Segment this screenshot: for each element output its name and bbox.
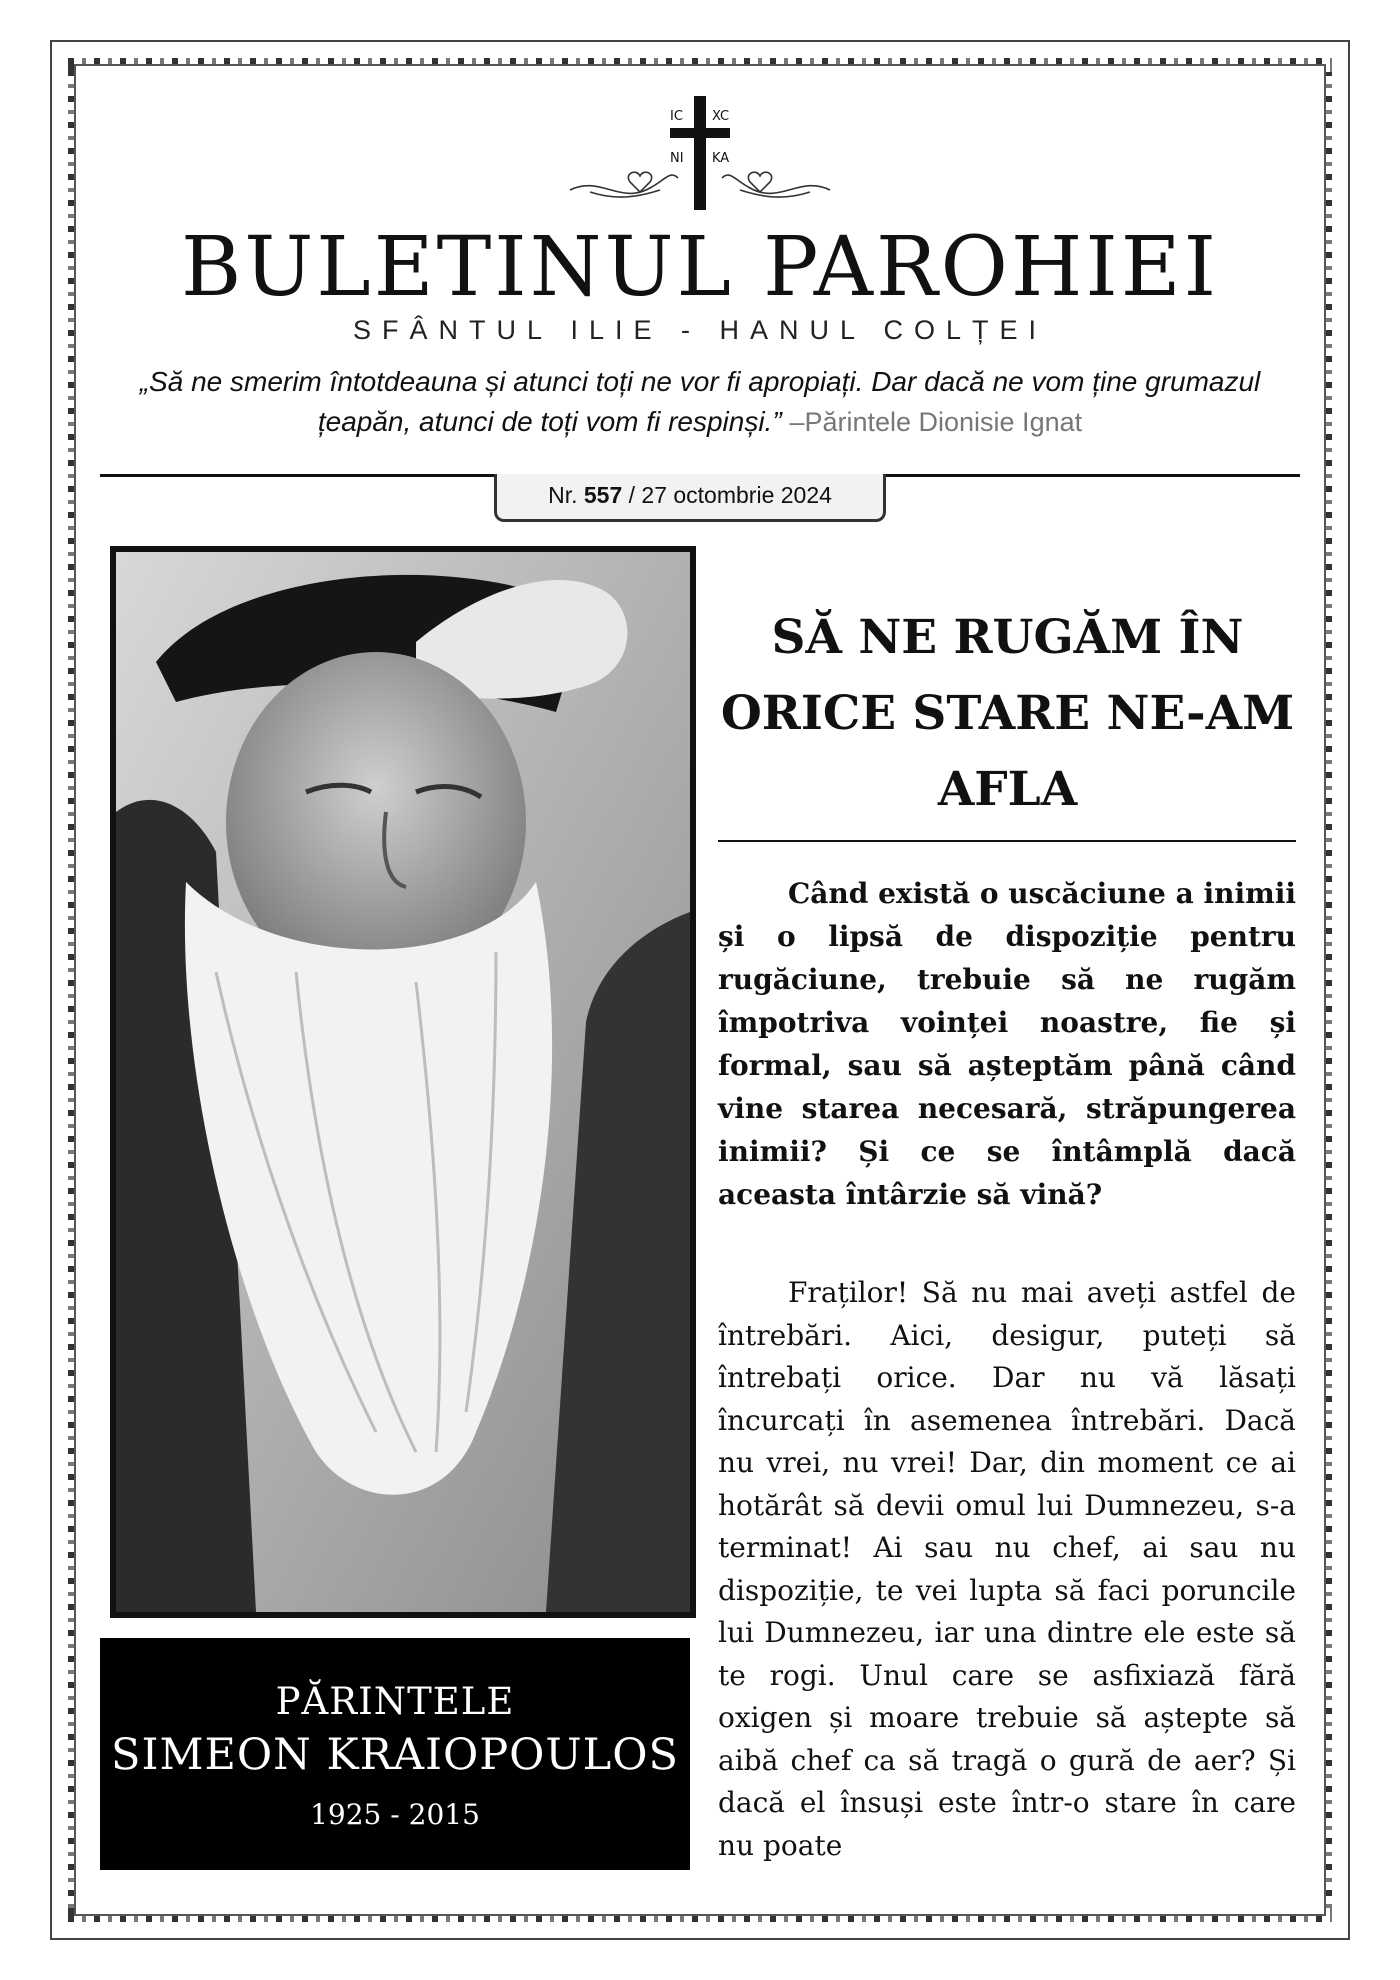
emblem-xc: XC <box>712 109 730 124</box>
article-title-divider <box>718 840 1296 842</box>
parish-subtitle: SFÂNTUL ILIE - HANUL COLȚEI <box>352 315 1048 345</box>
emblem-ka: KA <box>712 151 730 166</box>
caption-line1: PĂRINTELE <box>275 1680 515 1723</box>
quote-author: –Părintele Dionisie Ignat <box>789 407 1083 437</box>
cross-emblem-icon <box>560 90 840 220</box>
issue-badge <box>494 474 886 522</box>
quote-text: „Să ne smerim întotdeauna și atunci toți ne vor fi apropiați. Dar dacă ne vom ține grumazul țeapăn, atunci de toți vom fi respinși.” <box>139 366 1261 437</box>
header-quote <box>130 362 1270 442</box>
issue-number: 557 <box>583 482 623 508</box>
caption-name: SIMEON KRAIOPOULOS <box>111 1730 679 1780</box>
emblem-ic: IC <box>670 109 683 124</box>
article-title: SĂ NE RUGĂM ÎN ORICE STARE NE-AM AFLA <box>720 610 1295 817</box>
article-body: Fraților! Să nu mai aveți astfel de întrebări. Aici, desigur, puteți să întrebați orice. Dar nu vă lăsați încurcați în asemenea întrebări. Dacă nu vrei, nu vrei! Dar, din moment ce ai hotărât să devii omul lui Dumnezeu, s-a terminat! Ai sau nu chef, ai sau nu dispoziție, te vei lupta să faci poruncile lui Dumnezeu, iar una dintre ele este să te rogi. Unul care se asfixiază fără oxigen și moare trebuie să aștepte să aibă chef ca să tragă o gură de aer? Și dacă el însuși este într-o stare în care nu poate <box>718 1276 1296 1862</box>
caption-years: 1925 - 2015 <box>310 1798 480 1831</box>
issue-date: / 27 octombrie 2024 <box>622 482 832 508</box>
newsletter-title: BULETINUL PAROHIEI <box>180 220 1220 315</box>
portrait-caption <box>100 1638 690 1870</box>
portrait-photo <box>110 546 696 1618</box>
article-lead: Când există o uscăciune a inimii și o lipsă de dispoziție pentru rugăciune, trebuie să ne rugăm împotriva voinței noastre, fie și formal, sau să așteptăm până când vine starea necesară, străpungerea inimii? Și ce se întâmplă dacă aceasta întârzie să vină? <box>718 877 1296 1211</box>
portrait-illustration <box>116 552 690 1612</box>
emblem-ni: NI <box>670 151 684 166</box>
issue-prefix: Nr. <box>548 482 584 508</box>
